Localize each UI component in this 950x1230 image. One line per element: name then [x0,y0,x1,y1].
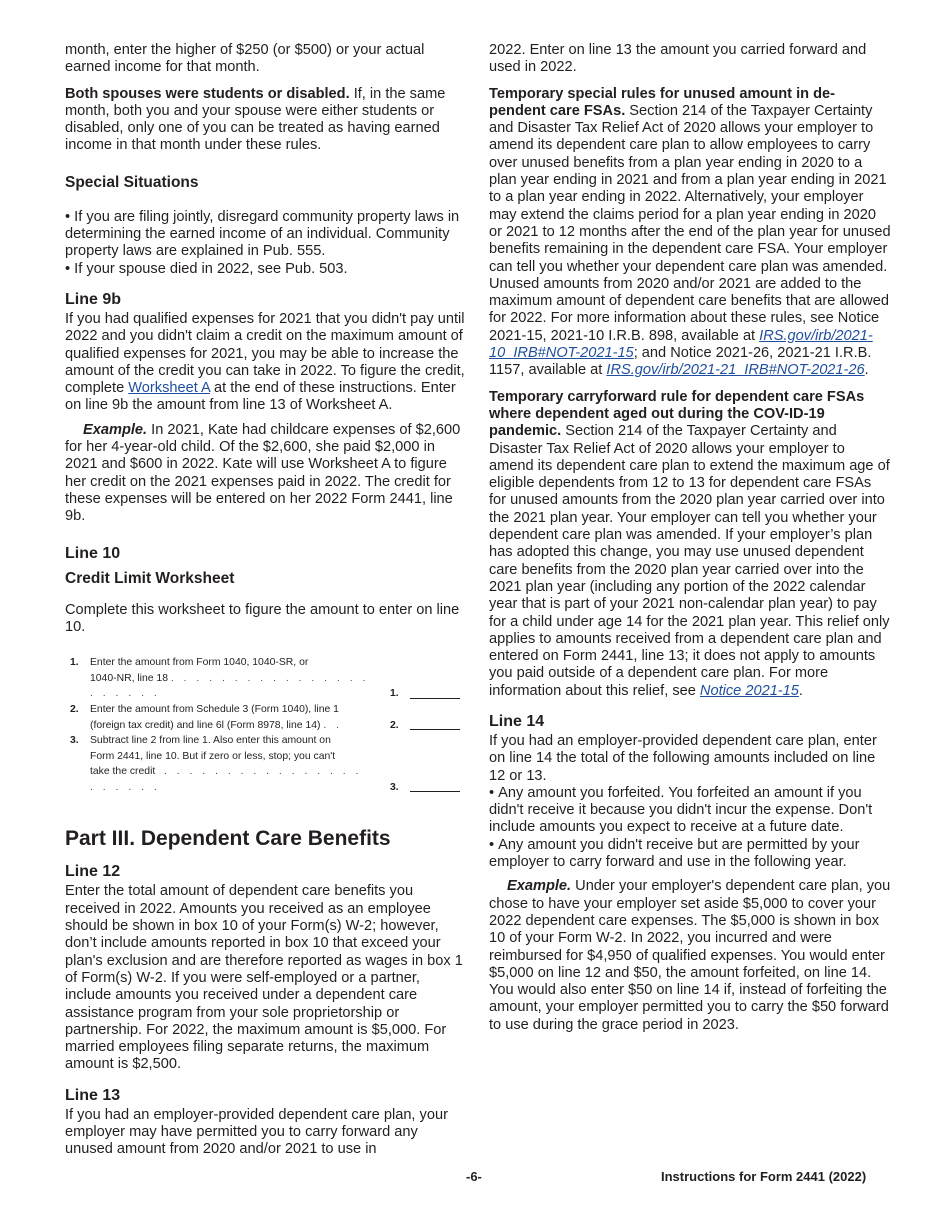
worksheet-row-1: 1. Enter the amount from Form 1040, 1040-SR, or 1040-NR, line 18 . . . . . . . . . . . . . . . . . . . . . . 1. [70,655,460,702]
line13-heading: Line 13 [65,1086,121,1104]
special-situations-heading: Special Situations [65,173,199,191]
credit-limit-worksheet-heading: Credit Limit Worksheet [65,569,235,587]
document-title: Instructions for Form 2441 (2022) [661,1169,867,1184]
bullet-icon: • [489,784,499,801]
both-spouses-paragraph [65,86,465,155]
worksheet-line-2-entry[interactable] [410,718,460,730]
line12-paragraph: Enter the total amount of dependent care benefits you received in 2022. Amounts you received as an employee should be shown in box 10 of your Form(s) W-2; however, don’t include amounts reported in box 10 that exceed your plan's exclusion and are therefore reported as wages in box 1 of Form(s) W-2. If you were self-employed or a partner, include amounts you received under a dependent care assistance program from your sole proprietorship or partnership. For 2022, the maximum amount is $5,000. For married employees filing separate returns, the maximum amount is $2,500. [65,883,463,1073]
both-spouses-lead: Both spouses were students or disabled. [65,85,350,102]
example-lead: Example. [83,421,148,438]
notice-2021-15-link[interactable]: Notice 2021-15 [699,682,799,699]
line12-heading: Line 12 [65,863,121,881]
line14-bullet-1: • Any amount you forfeited. You forfeited an amount if you didn't receive it because you didn't incur the expense. Don't include amounts you expect to receive at a future date. [489,784,873,836]
worksheet-line-3-entry[interactable] [410,780,460,792]
temp-rules-paragraph: Temporary special rules for unused amount in de-pendent care FSAs. Section 214 of the Taxpayer Certainty and Disaster Tax Relief Act of 2020 allows your employer to amend its dependent care plan to allow employees to carry over unused benefits from a plan year ending in 2020 to a plan year ending in 2021 and from a plan year ending in 2021 to a plan year ending in 2022. Alternatively, your employer may extend the claims period for a plan year ending in 2020 or 2021 to 12 months after the end of the plan year for unused benefits remaining in the dependent care FSA. Your employer can tell you whether your dependent care plan was amended. Unused amounts from 2020 and/or 2021 are added to the maximum amount of dependent care benefits that are allowed for 2022. For more information about these rules, see Notice 2021-15, 2021-10 I.R.B. 898, available at IRS.gov/irb/2021-10_IRB#NOT-2021-15; and Notice 2021-26, 2021-21 I.R.B. 1157, available at IRS.gov/irb/2021-21_IRB#NOT-2021-26. [489,85,891,379]
line10-heading: Line 10 [65,544,121,562]
irs-notice-2021-26-link[interactable]: IRS.gov/irb/2021-21_IRB#NOT-2021-26 [606,362,865,379]
page-number: -6- [466,1169,482,1184]
right-column [489,42,891,1034]
carryforward-paragraph: Temporary carryforward rule for dependent care FSAs where dependent aged out during the COV-ID-19 pandemic. Section 214 of the Taxpayer Certainty and Disaster Tax Relief Act of 2020 allows your employer to amend its dependent care plan to extend the maximum age of eligible dependents from 12 to 13 for dependent care FSAs for unused amounts from the 2020 plan year carried over into the 2021 plan year. Your employer can tell you whether your dependent care plan was amended. If your employer’s plan has adopted this change, you may use unused dependent care benefits from the 2020 plan year carried over into the 2021 plan year (including any portion of the 2022 calendar year that is part of your 2021 non-calendar plan year) to pay for a child under age 14 for the 2021 plan year. This relief only applies to amounts received from a dependent care plan and entered on Form 2441, line 13; it does not apply to amounts you paid outside of a dependent care plan. For more information about this relief, see Notice 2021-15. [489,388,890,699]
credit-limit-worksheet [70,655,460,795]
worksheet-line-1-entry[interactable] [410,687,460,699]
carryforward-lead: Temporary carryforward rule for dependent care FSAs where dependent aged out during the COV-ID-19 pandemic. [489,388,865,440]
worksheet-row-2: 2. Enter the amount from Schedule 3 (Form 1040), line 1 (foreign tax credit) and line 6l (Form 8978, line 14) . . 2. [70,702,460,733]
part3-heading: Part III. Dependent Care Benefits [65,827,391,851]
line13-paragraph: If you had an employer-provided dependent care plan, your employer may have permitted you to carry forward any unused amount from 2020 and/or 2021 to use in [65,1106,448,1158]
line14-bullet-2: • Any amount you didn't receive but are permitted by your employer to carry forward and use in the following year. [489,836,860,871]
line14-example: Example. Under your employer's dependent care plan, you chose to have your employer set aside $5,000 to cover your 2022 dependent care expenses. The $5,000 is shown in box 10 of your Form W-2. In 2022, you incurred and were reimbursed for $4,950 of qualified expenses. You would enter $5,000 on line 12 and $50, the amount forfeited, on line 14. You would also enter $50 on line 14 if, instead of forfeiting the amount, your employer permitted you to carry the $50 forward to use during the grace period in 2023. [489,878,891,1033]
line14-heading: Line 14 [489,712,545,730]
temp-rules-lead: Temporary special rules for unused amount in de-pendent care FSAs. [489,85,835,119]
worksheet-row-3: 3. Subtract line 2 from line 1. Also enter this amount on Form 2441, line 10. But if zero or less, stop; you can't take the credit . . . . . . . . . . . . . . . . . . . . . . 3. [70,733,460,795]
worksheet-a-link[interactable]: Worksheet A [128,380,210,397]
line13-continued: 2022. Enter on line 13 the amount you carried forward and used in 2022. [489,42,867,76]
special-bullet-1: • If you are filing jointly, disregard community property laws in determining the earned income of an individual. Community property laws are explained in Pub. 555. [65,208,460,260]
bullet-icon: • [65,260,75,277]
left-column [65,42,465,1159]
bullet-icon: • [489,836,499,853]
line10-paragraph: Complete this worksheet to figure the amount to enter on line 10. [65,601,460,635]
intro-paragraph: month, enter the higher of $250 (or $500) or your actual earned income for that month. [65,42,425,76]
both-spouses-text: If, in the same month, both you and your spouse were either students or disabled, only one of you can be treated as having earned income in that month under these rules. [65,85,446,154]
example-lead: Example. [507,878,572,895]
irs-notice-2021-15-link[interactable]: IRS.gov/irb/2021-10_IRB#NOT-2021-15 [489,327,873,362]
line9b-heading: Line 9b [65,290,122,308]
bullet-icon: • [65,208,75,225]
special-bullet-2: • If your spouse died in 2022, see Pub. 503. [65,260,348,277]
line9b-example: Example. In 2021, Kate had childcare expenses of $2,600 for her 4-year-old child. Of the $2,600, she paid $2,000 in 2021 and $600 in 2022. Kate will use Worksheet A to figure her credit on the 2021 expenses paid in 2022. The credit for these expenses will be entered on her 2022 Form 2441, line 9b. [65,421,461,525]
line14-paragraph: If you had an employer-provided dependent care plan, enter on line 14 the total of the following amounts included on line 12 or 13. [489,732,877,784]
line9b-paragraph: If you had qualified expenses for 2021 that you didn't pay until 2022 and you didn't claim a credit on the maximum amount of qualified expenses for 2021, you may be able to increase the amount of the credit you can take in 2022. To figure the credit, complete Worksheet A at the end of these instructions. Enter on line 9b the amount from line 13 of Worksheet A. [65,310,465,414]
